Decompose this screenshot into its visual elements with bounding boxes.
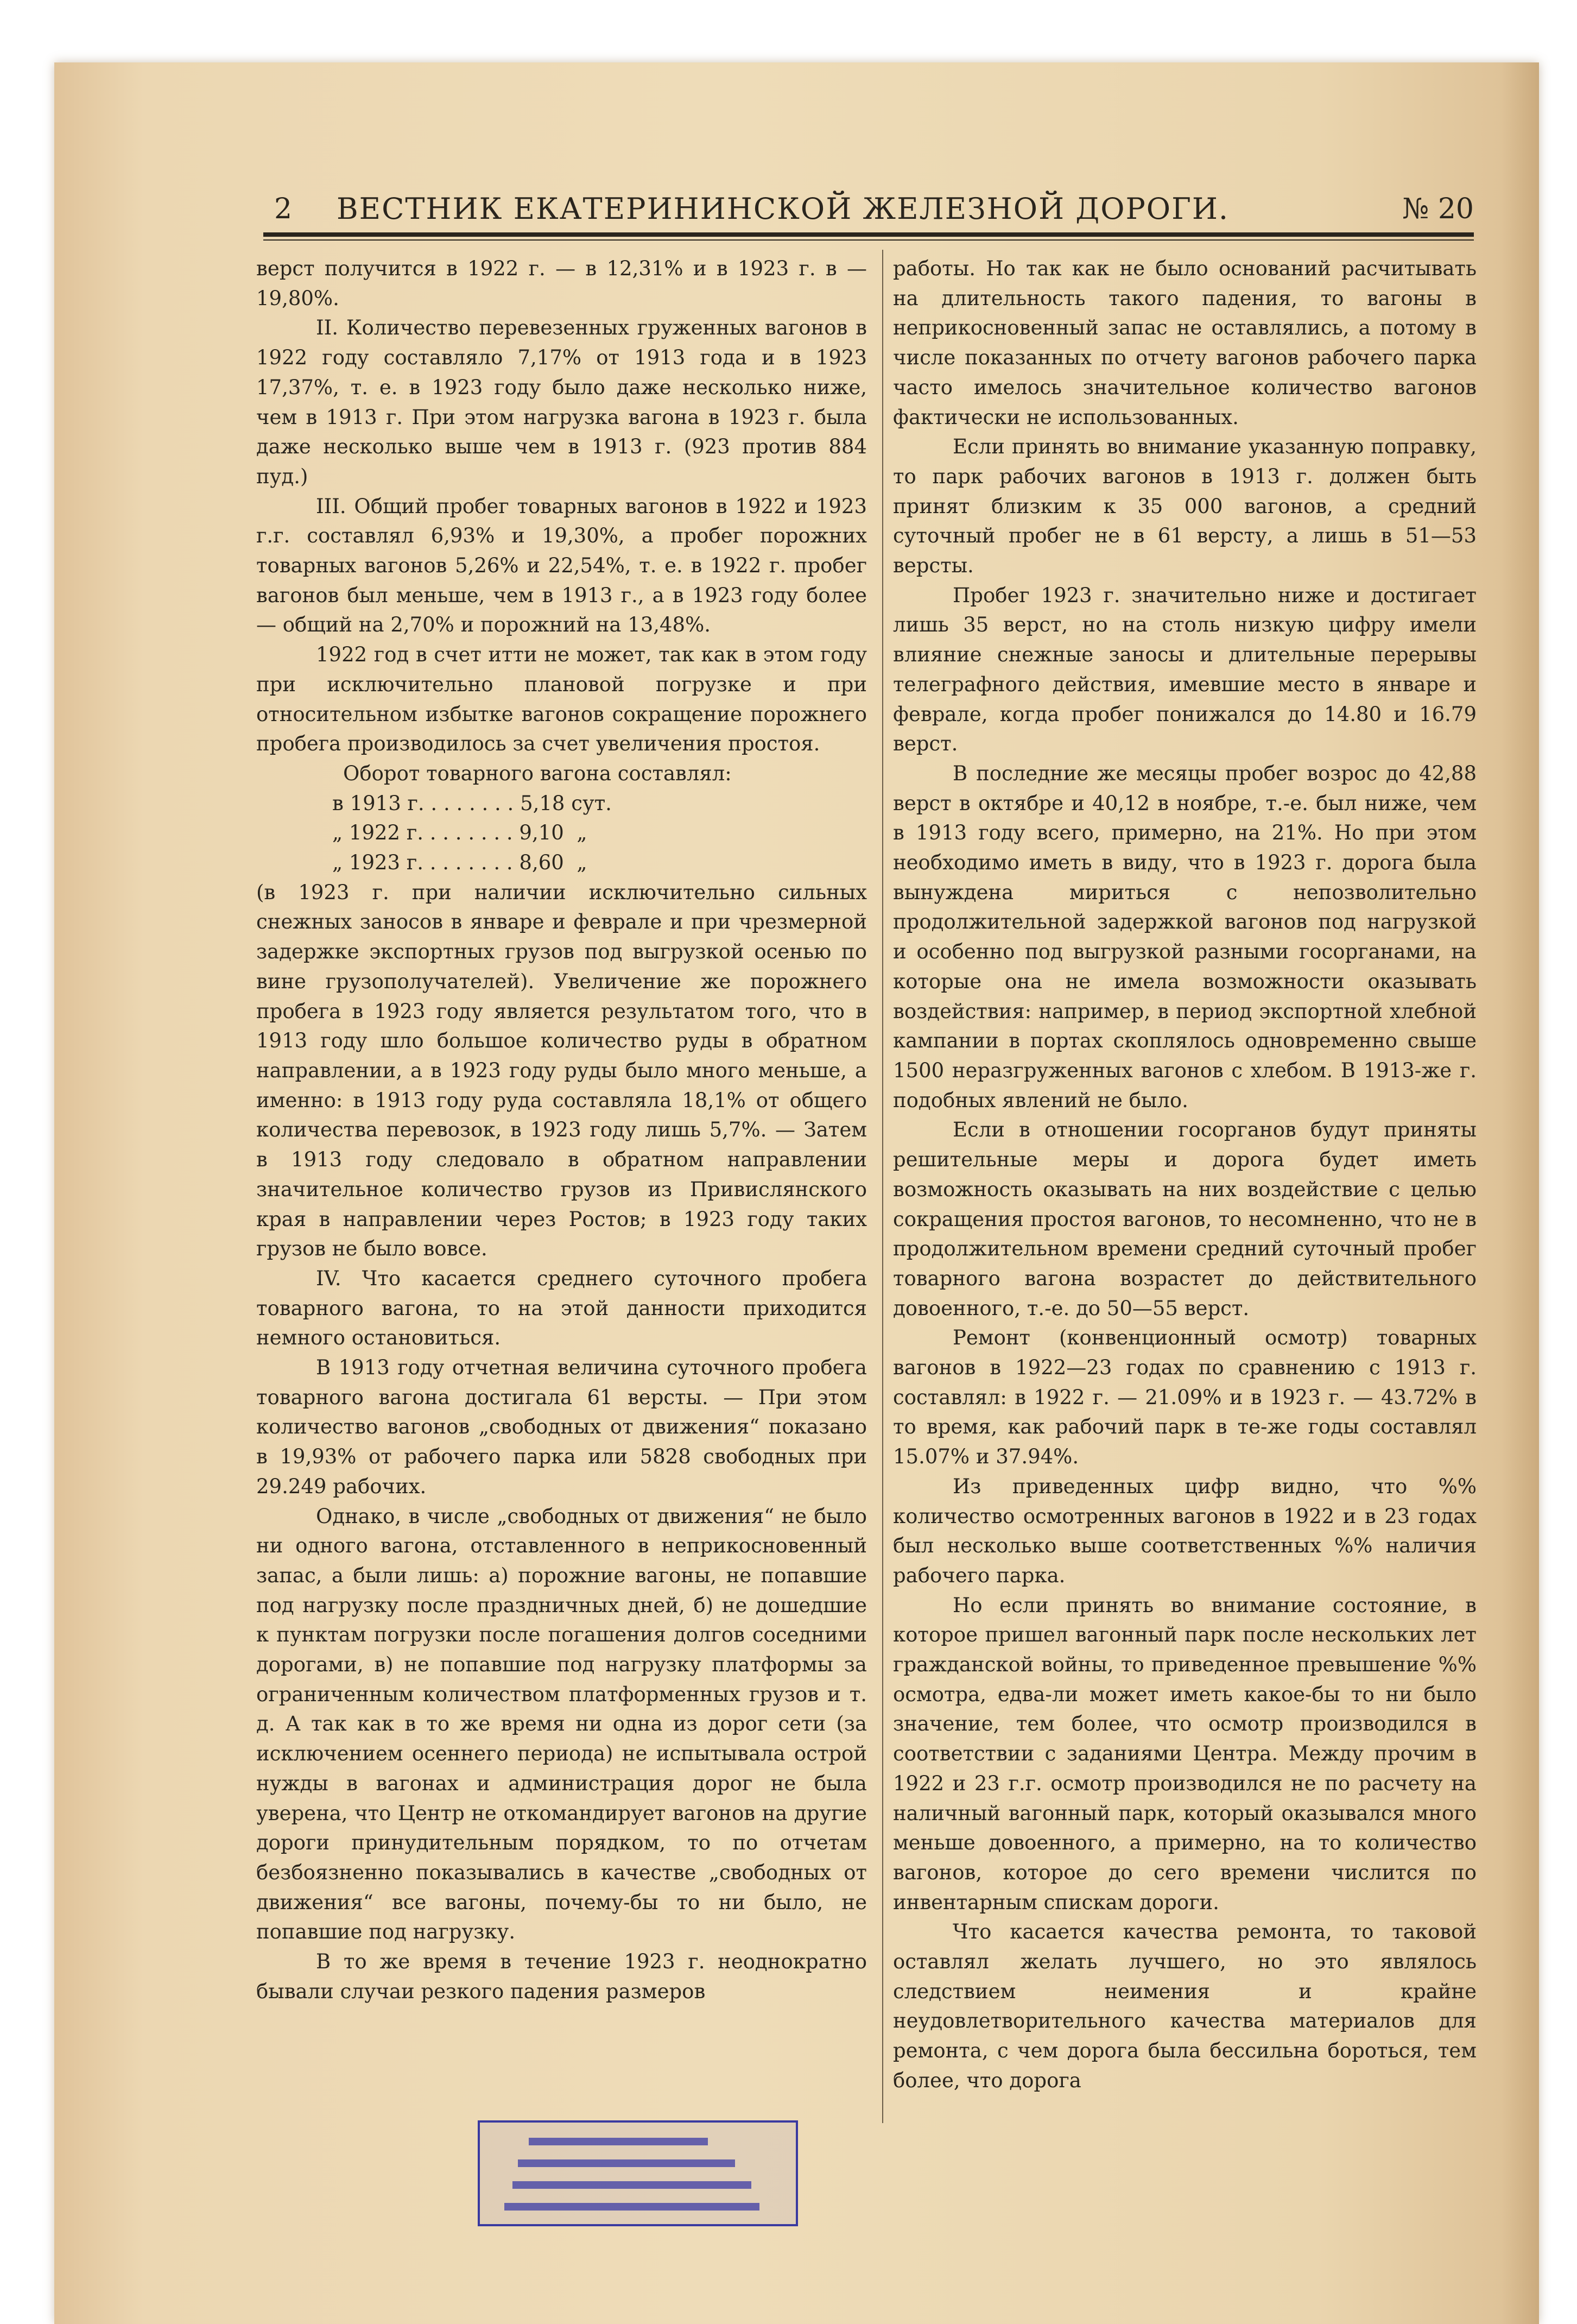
paragraph: В то же время в течение 1923 г. неоднократно бывали случаи резкого падения размеров xyxy=(256,1950,867,2003)
column-divider xyxy=(882,250,883,2123)
paragraph: Пробег 1923 г. значительно ниже и достигает лишь 35 верст, но на столь низкую цифру имели влияние снежные заносы и длительные перерывы телеграфного действия, имевшие место в январе и феврале, когда пробег понижался до 14.80 и 16.79 верст. xyxy=(893,583,1477,756)
turnover-row: „ 1922 г. . . . . . . . 9,10 „ xyxy=(332,821,587,845)
stamp-mark xyxy=(518,2159,735,2167)
paragraph: Однако, в числе „свободных от движения“ не было ни одного вагона, отставленного в неприкосновенный запас, а были лишь: а) порожние вагоны, не попавшие под нагрузку после праздничных дней, б) не дошедшие к пунктам погрузки после погашения долгов соседними дорогами, в) не попавшие под нагрузку платформы за ограниченным количеством платформенных грузов и т. д. А так как в то же время ни одна из дорог сети (за исключением осеннего периода) не испытывала острой нужды в вагонах и администрация дорог не была уверена, что Центр не откомандирует вагонов на другие дороги принудительным порядком, то по отчетам безбоязненно показывались в качестве „свободных от движения“ все вагоны, почему-бы то ни было, не попавшие под нагрузку. xyxy=(256,1504,867,1944)
paragraph: В 1913 году отчетная величина суточного пробега товарного вагона достигала 61 версты. — При этом количество вагонов „свободных от движения“ показано в 19,93% от рабочего парка или 5828 свободных при 29.249 рабочих. xyxy=(256,1356,867,1498)
paragraph: Ремонт (конвенционный осмотр) товарных вагонов в 1922—23 годах по сравнению с 1913 г. составлял: в 1922 г. — 21.09% и в 1923 г. — 43.72% в то время, как рабочий парк в те-же годы составлял 15.07% и 37.94%. xyxy=(893,1326,1477,1469)
paragraph: В последние же месяцы пробег возрос до 42,88 верст в октябре и 40,12 в ноябре, т.-е. был ниже, чем в 1913 году всего, примерно, на 21%. Но при этом необходимо иметь в виду, что в 1923 г. дорога была вынуждена мириться с непозволительно продолжительной задержкой вагонов под нагрузкой и особенно под выгрузкой разными госорганами, на которые она не имела возможности оказывать воздействия: например, в период экспортной хлебной кампании в портах скоплялось одновременно свыше 1500 неразгруженных вагонов с хлебом. В 1913-же г. подобных явлений не было. xyxy=(893,761,1477,1112)
page-edge-shadow xyxy=(1501,62,1539,2324)
paragraph: Но если принять во внимание состояние, в которое пришел вагонный парк после нескольких лет гражданской войны, то приведенное превышение %% осмотра, едва-ли может иметь какое-бы то ни было значение, тем более, что осмотр производился в соответствии с заданиями Центра. Между прочим в 1922 и 23 г.г. осмотр производился не по расчету на наличный вагонный парк, который оказывался много меньше довоенного, а примерно, на то количество вагонов, которое до сего времени числится по инвентарным спискам дороги. xyxy=(893,1593,1477,1914)
turnover-row: в 1913 г. . . . . . . . 5,18 сут. xyxy=(332,791,612,815)
paragraph: (в 1923 г. при наличии исключительно сильных снежных заносов в январе и феврале и при чрезмерной задержке экспортных грузов под выгрузкой осенью по вине грузополучателей). Увеличение же порожнего пробега в 1923 году является результатом того, что в 1913 году шло большое количество руды в обратном направлении, а в 1923 году руды было много меньше, а именно: в 1913 году руда составляла 18,1% от общего количества перевозок, в 1923 году лишь 5,7%. — Затем в 1913 году следовало в обратном направлении значительное количество грузов из Привислянского края в направлении через Ростов; в 1923 году таких грузов не было вовсе. xyxy=(256,880,867,1261)
page-number: 2 xyxy=(274,193,293,225)
masthead xyxy=(204,187,1474,231)
stamp-mark xyxy=(504,2203,759,2211)
turnover-heading: Оборот товарного вагона составлял: xyxy=(343,761,732,785)
right-column xyxy=(893,254,1477,2096)
paragraph: III. Общий пробег товарных вагонов в 1922 и 1923 г.г. составлял 6,93% и 19,30%, а пробег порожних товарных вагонов 5,26% и 22,54%, т. е. в 1922 г. пробег вагонов был меньше, чем в 1913 г., а в 1923 году более — общий на 2,70% и порожний на 13,48%. xyxy=(256,494,867,637)
paragraph: Что касается качества ремонта, то таковой оставлял желать лучшего, но это являлось следствием неимения и крайне неудовлетворительного качества материалов для ремонта, с чем дорога была бессильна бороться, тем более, что дорога xyxy=(893,1920,1477,2092)
paragraph: Если в отношении госорганов будут приняты решительные меры и дорога будет иметь возможность оказывать на них воздействие с целью сокращения простоя вагонов, то несомненно, что не в продолжительном времени средний суточный пробег товарного вагона возрастет до действительного довоенного, т.-е. до 50—55 верст. xyxy=(893,1118,1477,1320)
stamp-mark xyxy=(529,2138,708,2145)
paragraph: Из приведенных цифр видно, что %% количество осмотренных вагонов в 1922 и в 23 годах был несколько выше соответственных %% наличия рабочего парка. xyxy=(893,1474,1477,1587)
library-stamp xyxy=(478,2120,798,2226)
left-column xyxy=(256,254,867,2006)
header-rule-thick xyxy=(263,232,1474,237)
stamp-mark xyxy=(512,2181,751,2189)
header-rule-thin xyxy=(263,239,1474,241)
paragraph: Если принять во внимание указанную поправку, то парк рабочих вагонов в 1913 г. должен быть принят близким к 35 000 вагонов, а средний суточный пробег не в 61 версту, а лишь в 51—53 версты. xyxy=(893,435,1477,578)
paragraph: IV. Что касается среднего суточного пробега товарного вагона, то на этой данности приходится немного остановиться. xyxy=(256,1266,867,1350)
newspaper-title: ВЕСТНИК ЕКАТЕРИНИНСКОЙ ЖЕЛЕЗНОЙ ДОРОГИ. xyxy=(337,192,1230,226)
paragraph: 1922 год в счет итти не может, так как в этом году при исключительно плановой погрузке и при относительном избытке вагонов сокращение порожнего пробега производилось за счет увеличения простоя. xyxy=(256,643,867,756)
paragraph: верст получится в 1922 г. — в 12,31% и в 1923 г. в — 19,80%. xyxy=(256,257,867,310)
issue-number: № 20 xyxy=(1402,193,1474,225)
turnover-row: „ 1923 г. . . . . . . . 8,60 „ xyxy=(332,851,587,875)
paragraph: работы. Но так как не было оснований расчитывать на длительность такого падения, то вагоны в неприкосновенный запас не оставлялись, а потому в числе показанных по отчету вагонов рабочего парка часто имелось значительное количество вагонов фактически не использованных. xyxy=(893,257,1477,429)
paragraph: II. Количество перевезенных груженных вагонов в 1922 году составляло 7,17% от 1913 года и в 1923 17,37%, т. е. в 1923 году было даже несколько ниже, чем в 1913 г. При этом нагрузка вагона в 1923 г. была даже несколько выше чем в 1913 г. (923 против 884 пуд.) xyxy=(256,316,867,488)
